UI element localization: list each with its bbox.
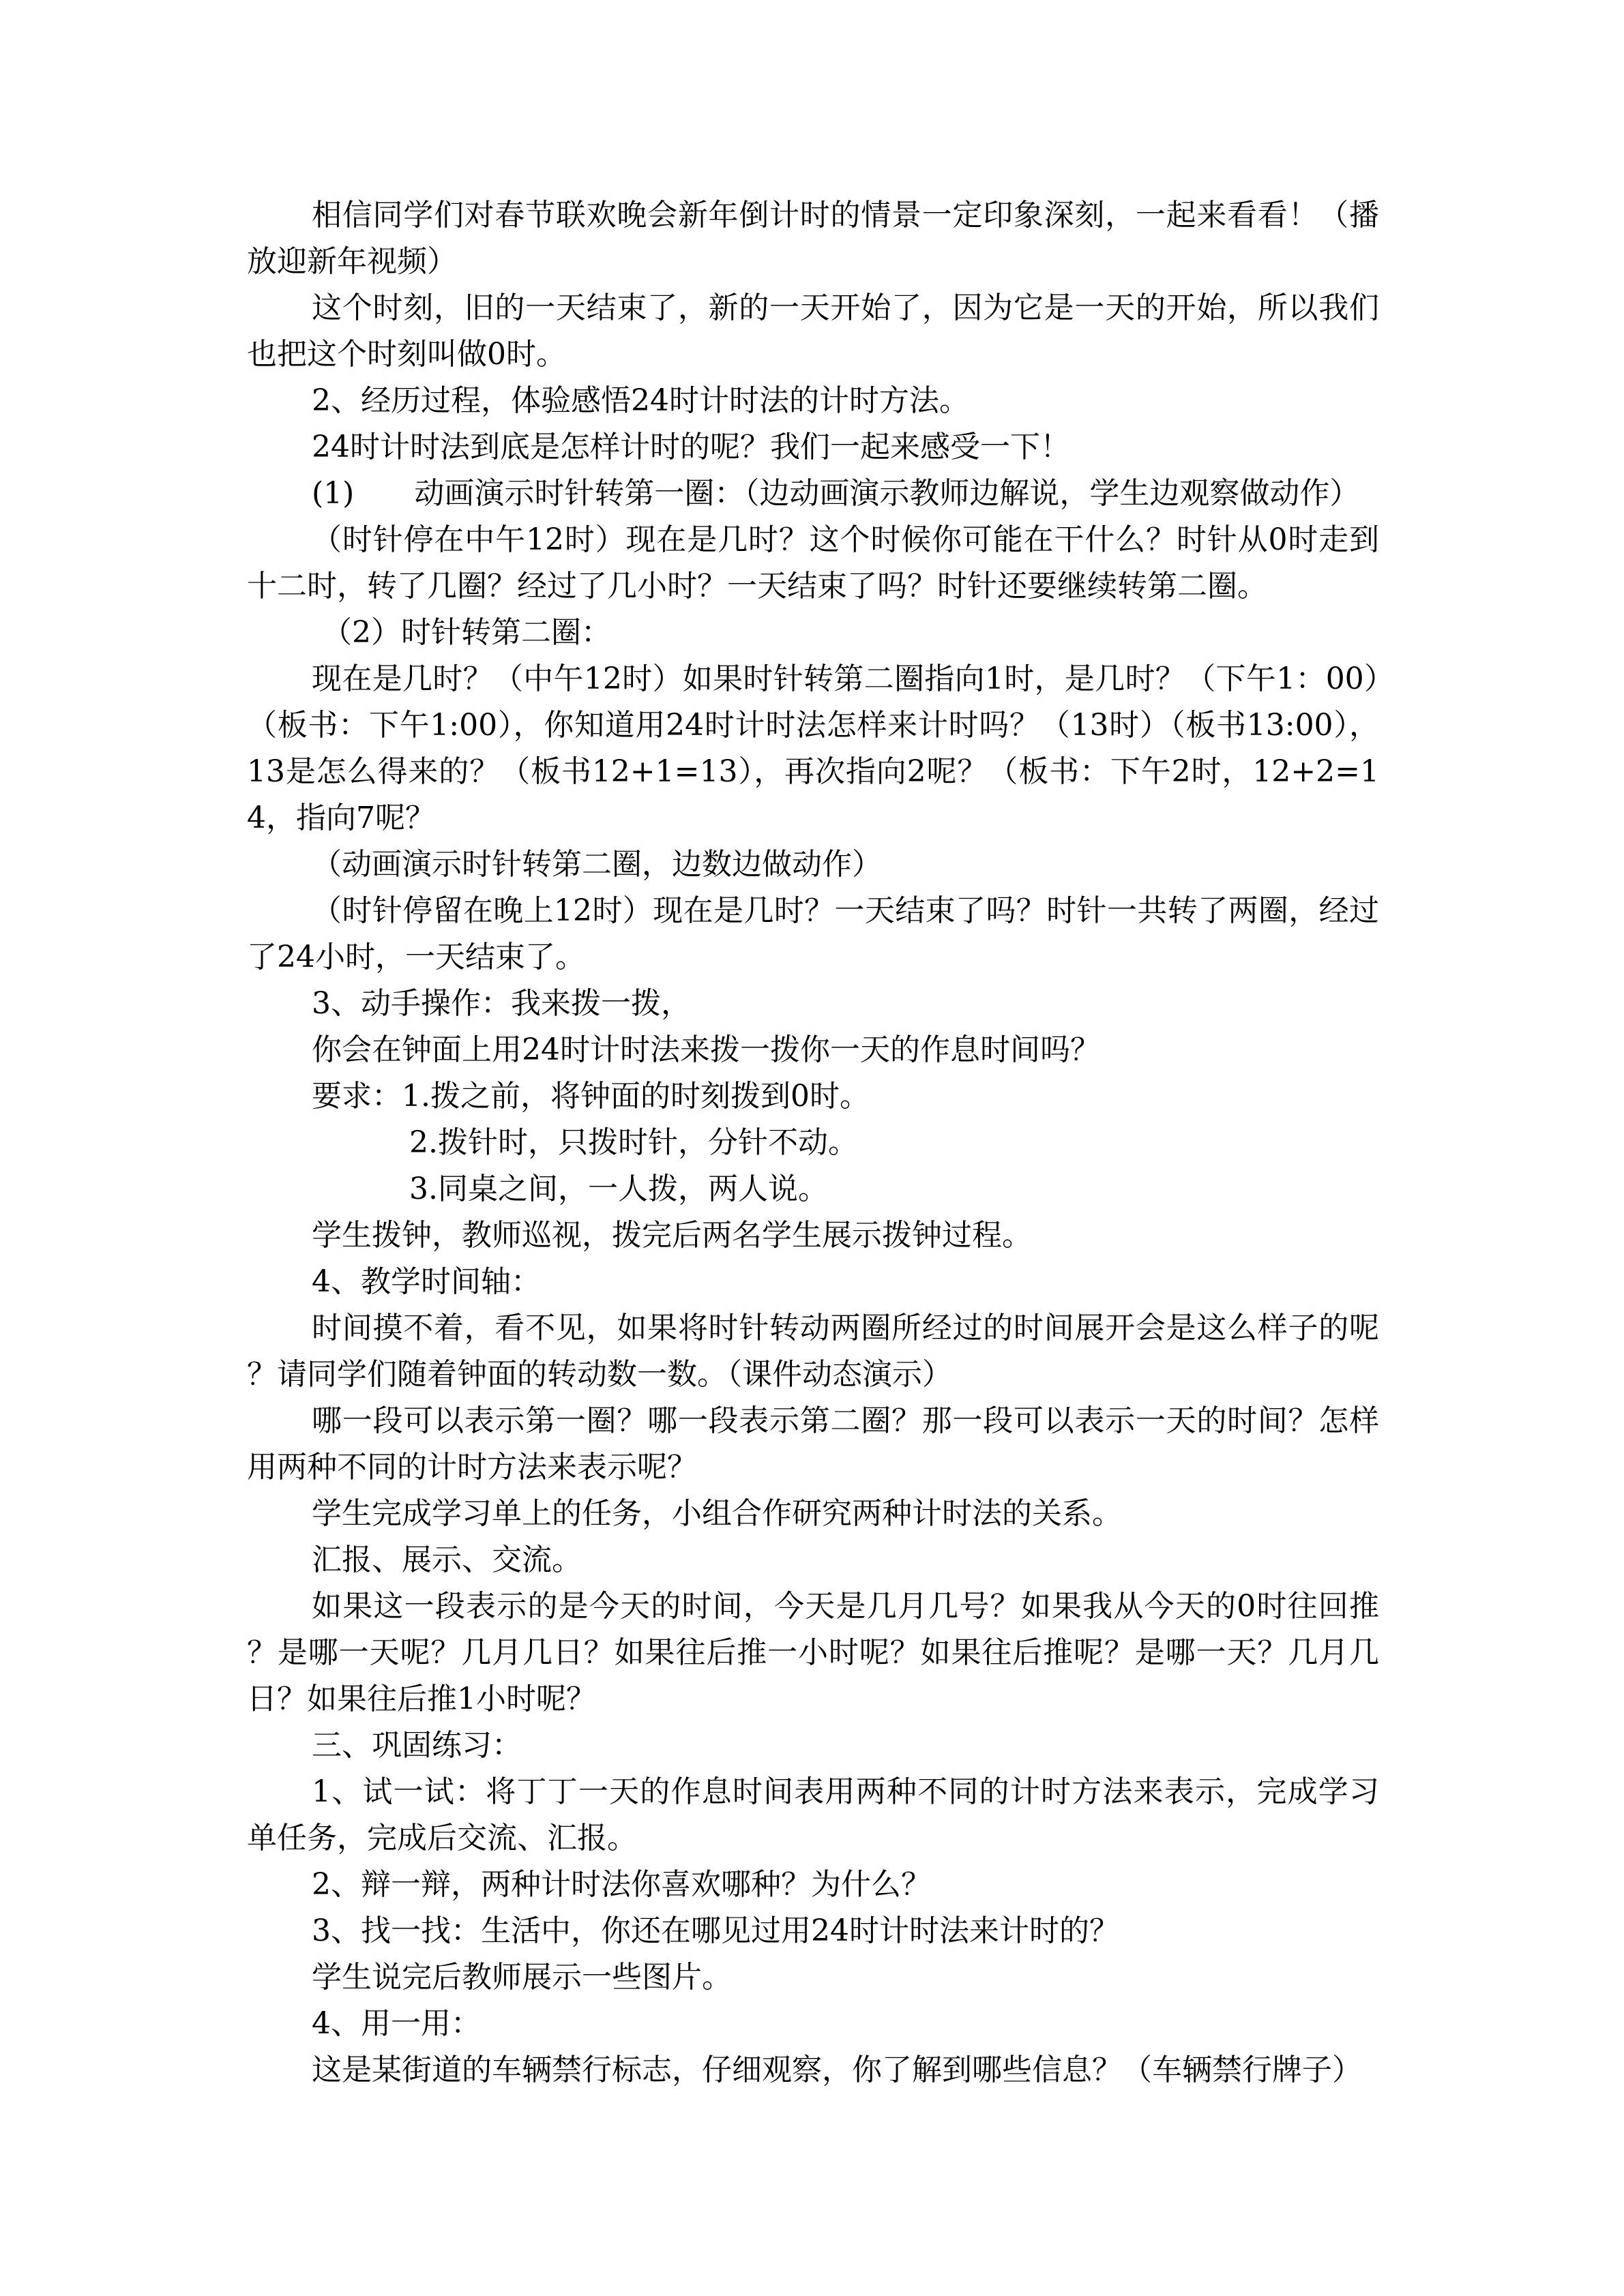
paragraph-students-practice: 学生拨钟，教师巡视，拨完后两名学生展示拨钟过程。 xyxy=(312,1218,1032,1253)
practice-4: 4、用一用： xyxy=(312,2006,481,2041)
paragraph-zero-hour: 这个时刻，旧的一天结束了，新的一天开始了，因为它是一天的开始，所以我们也把这个时刻叫做0时。 xyxy=(247,290,1379,372)
heading-step-4: 4、教学时间轴： xyxy=(312,1264,541,1299)
paragraph-sign: 这是某街道的车辆禁行标志，仔细观察，你了解到哪些信息？（车辆禁行牌子） xyxy=(312,2053,1362,2087)
paragraph-today: 如果这一段表示的是今天的时间，今天是几月几号？如果我从今天的0时往回推？是哪一天呢？几月几日？如果往后推一小时呢？如果往后推呢？是哪一天？几月几日？如果往后推1小时呢？ xyxy=(247,1589,1379,1716)
paragraph-noon: （时针停在中午12时）现在是几时？这个时候你可能在干什么？时针从0时走到十二时，转了几圈？经过了几小时？一天结束了吗？时针还要继续转第二圈。 xyxy=(247,522,1379,603)
requirement-2: 2.拨针时，只拨时针，分针不动。 xyxy=(409,1125,858,1160)
paragraph-intro: 相信同学们对春节联欢晚会新年倒计时的情景一定印象深刻，一起来看看！（播放迎新年视频） xyxy=(247,198,1379,279)
requirement-1: 要求：1.拨之前，将钟面的时刻拨到0时。 xyxy=(312,1079,870,1114)
paragraph-question: 24时计时法到底是怎样计时的呢？我们一起来感受一下！ xyxy=(312,430,1070,464)
paragraph-segments: 哪一段可以表示第一圈？哪一段表示第二圈？那一段可以表示一天的时间？怎样用两种不同的计时方法来表示呢？ xyxy=(247,1403,1379,1485)
paragraph-timeline: 时间摸不着，看不见，如果将时针转动两圈所经过的时间展开会是这么样子的呢？请同学们随着钟面的转动数一数。（课件动态演示） xyxy=(247,1311,1379,1392)
heading-step-3: 3、动手操作：我来拨一拨， xyxy=(312,986,691,1021)
practice-1: 1、试一试：将丁丁一天的作息时间表用两种不同的计时方法来表示，完成学习单任务，完成后交流、汇报。 xyxy=(247,1774,1379,1855)
paragraph-first-circle: (1) 动画演示时针转第一圈：（边动画演示教师边解说，学生边观察做动作） xyxy=(312,476,1360,511)
heading-practice: 三、巩固练习： xyxy=(312,1728,522,1763)
heading-step-2: 2、经历过程，体验感悟24时计时法的计时方法。 xyxy=(312,383,969,418)
paragraph-animation: （动画演示时针转第二圈，边数边做动作） xyxy=(312,847,882,882)
paragraph-midnight: （时针停留在晚上12时）现在是几时？一天结束了吗？时针一共转了两圈，经过了24小时，一天结束了。 xyxy=(247,893,1379,974)
requirement-3: 3.同桌之间，一人拨，两人说。 xyxy=(409,1172,828,1206)
paragraph-pictures: 学生说完后教师展示一些图片。 xyxy=(312,1960,732,1995)
paragraph-hands-on: 你会在钟面上用24时计时法来拨一拨你一天的作息时间吗？ xyxy=(312,1032,1100,1067)
document-body xyxy=(247,192,1379,2093)
practice-3: 3、找一找：生活中，你还在哪见过用24时计时法来计时的？ xyxy=(312,1913,1119,1948)
paragraph-worksheet: 学生完成学习单上的任务，小组合作研究两种计时法的关系。 xyxy=(312,1496,1122,1531)
paragraph-second-circle: 现在是几时？（中午12时）如果时针转第二圈指向1时，是几时？（下午1：00）（板书：下午1:00），你知道用24时计时法怎样来计时吗？（13时）（板书13:00），13是怎么得来的？（板书12+1=13），再次指向2呢？（板书：下午2时，12+2=14，指向7呢？ xyxy=(247,661,1379,835)
heading-second-circle: （2）时针转第二圈： xyxy=(322,615,611,650)
paragraph-report: 汇报、展示、交流。 xyxy=(312,1542,582,1577)
practice-2: 2、辩一辩，两种计时法你喜欢哪种？为什么？ xyxy=(312,1867,931,1902)
